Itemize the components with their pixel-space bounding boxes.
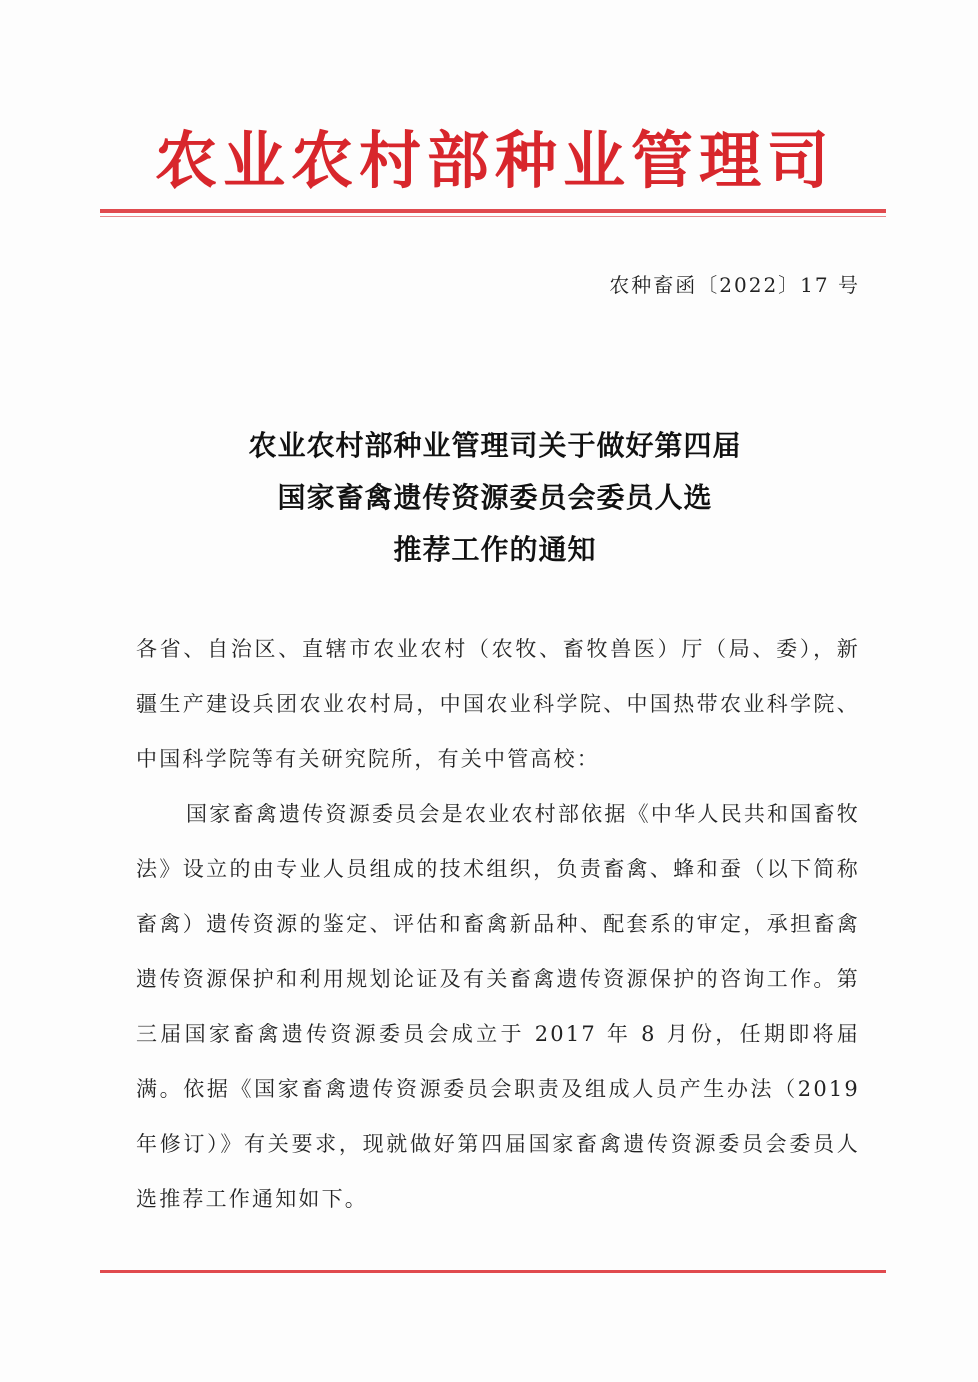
notice-title-line-2: 国家畜禽遗传资源委员会委员人选 xyxy=(277,481,713,514)
masthead-title: 农业农村部种业管理司 xyxy=(154,124,835,197)
body-paragraph-1: 国家畜禽遗传资源委员会是农业农村部依据《中华人民共和国畜牧法》设立的由专业人员组成的技术组织，负责畜禽、蜂和蚕（以下简称畜禽）遗传资源的鉴定、评估和畜禽新品种、配套系的审定，承担畜禽遗传资源保护和利用规划论证及有关畜禽遗传资源保护的咨询工作。第三届国家畜禽遗传资源委员会成立于 2017 年 8 月份，任期即将届满。依据《国家畜禽遗传资源委员会职责及组成人员产生办法（2019 年修订）》有关要求，现就做好第四届国家畜禽遗传资源委员会委员人选推荐工作通知如下。 xyxy=(136,802,860,1211)
document-number: 农种畜函〔2022〕17 号 xyxy=(609,273,860,297)
notice-title xyxy=(130,420,860,576)
notice-body xyxy=(136,622,860,1227)
red-header-rule-thin xyxy=(100,216,886,217)
red-header-rule xyxy=(100,209,886,213)
red-footer-rule xyxy=(100,1270,886,1273)
salutation-paragraph: 各省、自治区、直辖市农业农村（农牧、畜牧兽医）厅（局、委），新疆生产建设兵团农业农村局，中国农业科学院、中国热带农业科学院、中国科学院等有关研究院所，有关中管高校： xyxy=(136,637,860,771)
notice-title-line-3: 推荐工作的通知 xyxy=(393,533,597,566)
notice-title-line-1: 农业农村部种业管理司关于做好第四届 xyxy=(248,429,742,462)
